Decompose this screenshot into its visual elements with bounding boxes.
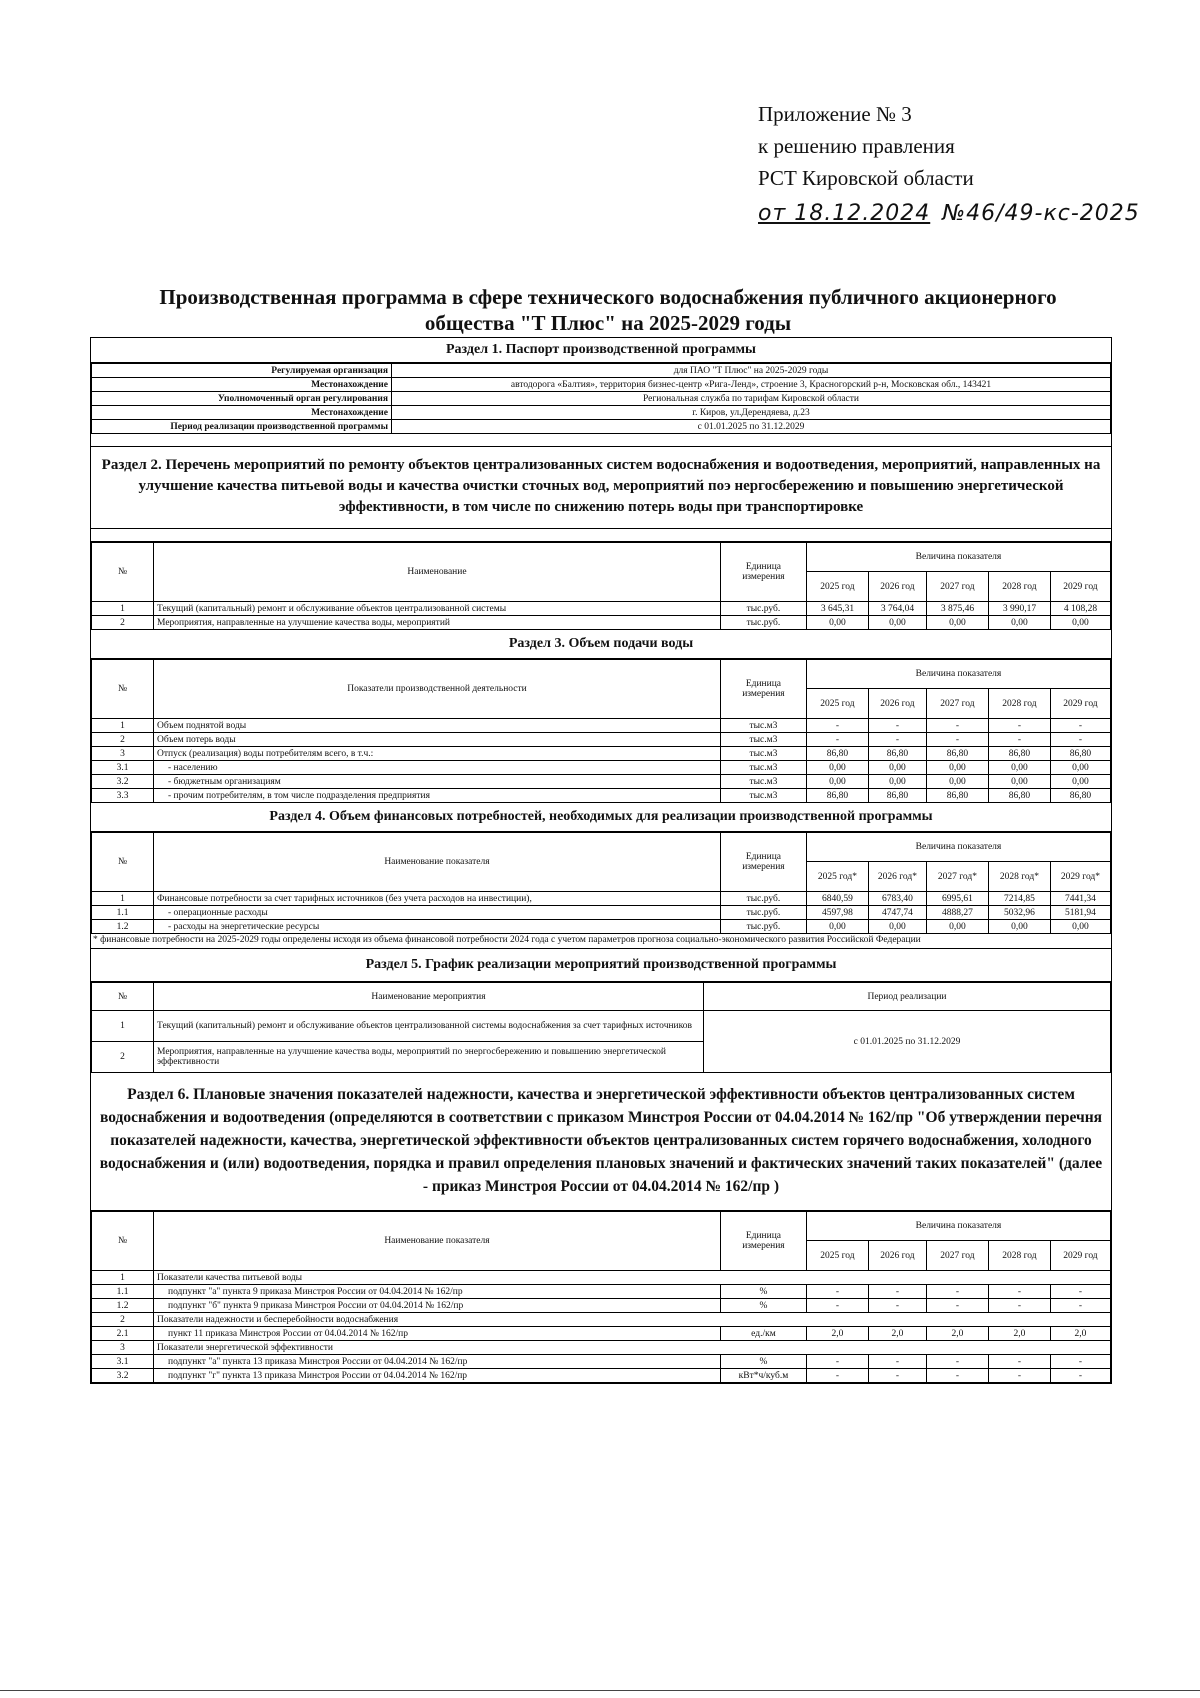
passport-key: Местонахождение <box>92 406 392 420</box>
row-value: 0,00 <box>806 761 868 775</box>
passport-value: для ПАО "Т Плюс" на 2025-2029 годы <box>392 364 1111 378</box>
table-row <box>92 733 1111 747</box>
row-value: 0,00 <box>806 920 868 934</box>
row-value: 0,00 <box>926 920 988 934</box>
section-4-title: Раздел 4. Объем финансовых потребностей, необходимых для реализации производственной программы <box>91 803 1111 832</box>
year-header: 2025 год <box>806 689 868 719</box>
section-6-body <box>92 1271 1111 1383</box>
group-name: Показатели надежности и бесперебойности водоснабжения <box>154 1313 1111 1327</box>
section-6-title: Раздел 6. Плановые значения показателей надежности, качества и энергетической эффективности объектов централизованных систем водоснабжения и водоотведения (определяются в соответствии с приказом Минстроя России от 04.04.2014 № 162/пр "Об утверждении перечня показателей надежности, качества, энергетической эффективности объектов централизованных систем горячего водоснабжения, холодного водоснабжения и (или) водоотведения, порядка и правил определения плановых значений и фактических значений таких показателей" (далее - приказ Минстроя России от 04.04.2014 № 162/пр ) <box>91 1073 1111 1211</box>
row-value: - <box>1050 1299 1110 1313</box>
passport-value: с 01.01.2025 по 31.12.2029 <box>392 420 1111 434</box>
row-value: - <box>868 719 926 733</box>
header-value: Величина показателя <box>806 543 1110 572</box>
row-number: 2 <box>92 1042 154 1073</box>
row-value: 86,80 <box>1050 789 1110 803</box>
table-row <box>92 1355 1111 1369</box>
table-row <box>92 719 1111 733</box>
header-event: Наименование мероприятия <box>154 983 704 1011</box>
year-header: 2027 год <box>926 1241 988 1271</box>
section-4-table <box>91 832 1111 934</box>
row-value: - <box>988 719 1050 733</box>
row-value: - <box>1050 1355 1110 1369</box>
row-value: 2,0 <box>988 1327 1050 1341</box>
row-value: - <box>988 733 1050 747</box>
row-unit: тыс.м3 <box>720 733 806 747</box>
header-name: Наименование <box>154 543 721 602</box>
row-value: 5181,94 <box>1050 906 1110 920</box>
row-value: 7214,85 <box>988 892 1050 906</box>
page-bottom-edge <box>0 1690 1200 1693</box>
row-value: 0,00 <box>1050 761 1110 775</box>
row-value: 2,0 <box>1050 1327 1110 1341</box>
row-value: - <box>988 1355 1050 1369</box>
appendix-block <box>758 98 1140 230</box>
row-name: подпункт "б" пункта 9 приказа Минстроя России от 04.04.2014 № 162/пр <box>154 1299 721 1313</box>
row-unit: тыс.руб. <box>720 892 806 906</box>
table-row <box>92 775 1111 789</box>
spacer <box>91 434 1111 447</box>
row-name: - расходы на энергетические ресурсы <box>154 920 721 934</box>
row-number: 1.2 <box>92 920 154 934</box>
table-row <box>92 1011 1111 1042</box>
title-line-2: общества "Т Плюс" на 2025-2029 годы <box>424 311 792 335</box>
row-number: 1 <box>92 1011 154 1042</box>
year-header: 2026 год* <box>868 862 926 892</box>
table-row <box>92 920 1111 934</box>
passport-key: Уполномоченный орган регулирования <box>92 392 392 406</box>
section-4-body <box>92 892 1111 934</box>
header-indicator: Наименование показателя <box>154 1212 721 1271</box>
row-value: 86,80 <box>1050 747 1110 761</box>
row-value: 86,80 <box>868 747 926 761</box>
section-2-table <box>91 542 1111 630</box>
row-value: - <box>806 1355 868 1369</box>
row-value: - <box>926 1299 988 1313</box>
table-row <box>92 1299 1111 1313</box>
year-header: 2029 год <box>1050 1241 1110 1271</box>
row-name: - населению <box>154 761 721 775</box>
passport-row <box>92 364 1111 378</box>
row-number: 1.1 <box>92 1285 154 1299</box>
row-value: - <box>806 733 868 747</box>
passport-value: Региональная служба по тарифам Кировской области <box>392 392 1111 406</box>
row-value: 2,0 <box>926 1327 988 1341</box>
row-value: 86,80 <box>806 747 868 761</box>
document-title <box>88 284 1128 336</box>
header-value: Величина показателя <box>806 833 1110 862</box>
table-row <box>92 616 1111 630</box>
row-value: 3 990,17 <box>988 602 1050 616</box>
year-header: 2025 год <box>806 1241 868 1271</box>
year-header: 2026 год <box>868 572 926 602</box>
row-value: - <box>806 1369 868 1383</box>
passport-key: Регулируемая организация <box>92 364 392 378</box>
row-value: 0,00 <box>868 616 926 630</box>
header-value: Величина показателя <box>806 660 1110 689</box>
section-1-title: Раздел 1. Паспорт производственной программы <box>91 338 1111 363</box>
table-row <box>92 1285 1111 1299</box>
passport-row <box>92 392 1111 406</box>
row-name: Объем поднятой воды <box>154 719 721 733</box>
section-3-title: Раздел 3. Объем подачи воды <box>91 630 1111 659</box>
appendix-line-1: Приложение № 3 <box>758 102 912 126</box>
period-value: с 01.01.2025 по 31.12.2029 <box>704 1011 1111 1073</box>
row-value: 6995,61 <box>926 892 988 906</box>
row-number: 3.2 <box>92 775 154 789</box>
row-value: 0,00 <box>868 761 926 775</box>
row-value: 0,00 <box>988 761 1050 775</box>
table-row <box>92 906 1111 920</box>
header-unit: Единица измерения <box>720 660 806 719</box>
row-unit: тыс.м3 <box>720 789 806 803</box>
year-header: 2028 год <box>988 1241 1050 1271</box>
passport-key: Местонахождение <box>92 378 392 392</box>
row-value: - <box>926 719 988 733</box>
section-5-table <box>91 982 1111 1073</box>
row-name: Отпуск (реализация) воды потребителям всего, в т.ч.: <box>154 747 721 761</box>
handwritten-signature <box>758 198 1140 230</box>
row-value: - <box>1050 1285 1110 1299</box>
row-number: 3 <box>92 1341 154 1355</box>
year-header: 2028 год <box>988 572 1050 602</box>
row-value: - <box>1050 719 1110 733</box>
row-value: - <box>868 1285 926 1299</box>
row-value: - <box>868 733 926 747</box>
row-value: 2,0 <box>868 1327 926 1341</box>
row-name: Текущий (капитальный) ремонт и обслуживание объектов централизованной системы <box>154 602 721 616</box>
year-header: 2027 год <box>926 689 988 719</box>
row-value: 86,80 <box>988 789 1050 803</box>
row-number: 3.1 <box>92 1355 154 1369</box>
row-unit: тыс.руб. <box>720 906 806 920</box>
year-header: 2027 год <box>926 572 988 602</box>
row-number: 2 <box>92 616 154 630</box>
header-num: № <box>92 833 154 892</box>
row-unit: ед./км <box>720 1327 806 1341</box>
row-value: - <box>806 719 868 733</box>
row-name: - операционные расходы <box>154 906 721 920</box>
row-value: 0,00 <box>806 775 868 789</box>
row-value: 0,00 <box>1050 616 1110 630</box>
row-unit: % <box>720 1285 806 1299</box>
row-value: 3 764,04 <box>868 602 926 616</box>
section-6-table <box>91 1211 1111 1383</box>
row-number: 3 <box>92 747 154 761</box>
year-header: 2029 год* <box>1050 862 1110 892</box>
row-value: 0,00 <box>988 775 1050 789</box>
section-3-body <box>92 719 1111 803</box>
header-indicator: Наименование показателя <box>154 833 721 892</box>
row-name: Финансовые потребности за счет тарифных источников (без учета расходов на инвестиции), <box>154 892 721 906</box>
row-number: 1.2 <box>92 1299 154 1313</box>
appendix-line-2: к решению правления <box>758 134 955 158</box>
decision-number: №46/49-кс-2025 <box>942 201 1140 226</box>
year-header: 2026 год <box>868 689 926 719</box>
row-number: 1 <box>92 602 154 616</box>
year-header: 2027 год* <box>926 862 988 892</box>
row-value: - <box>868 1355 926 1369</box>
row-value: 6840,59 <box>806 892 868 906</box>
row-value: 0,00 <box>926 761 988 775</box>
header-unit: Единица измерения <box>720 543 806 602</box>
decision-date: от 18.12.2024 <box>758 201 931 226</box>
header-num: № <box>92 660 154 719</box>
row-number: 1 <box>92 719 154 733</box>
passport-key: Период реализации производственной программы <box>92 420 392 434</box>
year-header: 2026 год <box>868 1241 926 1271</box>
row-unit: тыс.м3 <box>720 761 806 775</box>
row-value: 0,00 <box>1050 920 1110 934</box>
header-period: Период реализации <box>704 983 1111 1011</box>
section-2-body <box>92 602 1111 630</box>
row-unit: тыс.м3 <box>720 719 806 733</box>
year-header: 2029 год <box>1050 689 1110 719</box>
row-number: 3.2 <box>92 1369 154 1383</box>
table-row <box>92 602 1111 616</box>
row-value: 7441,34 <box>1050 892 1110 906</box>
year-header: 2028 год* <box>988 862 1050 892</box>
row-value: 6783,40 <box>868 892 926 906</box>
row-value: - <box>1050 733 1110 747</box>
row-name: Мероприятия, направленные на улучшение качества воды, мероприятий <box>154 616 721 630</box>
row-value: - <box>926 733 988 747</box>
row-value: - <box>988 1299 1050 1313</box>
row-value: - <box>926 1355 988 1369</box>
header-activity: Показатели производственной деятельности <box>154 660 721 719</box>
section-2-title: Раздел 2. Перечень мероприятий по ремонту объектов централизованных систем водоснабжения и водоотведения, мероприятий, направленных на улучшение качества питьевой воды и качества очистки сточных вод, мероприятий поэ нергосбережению и повышению энергетической эффективности, в том числе по снижению потерь воды при транспортировке <box>91 447 1111 529</box>
section-3-table <box>91 659 1111 803</box>
row-number: 3.1 <box>92 761 154 775</box>
row-value: 86,80 <box>868 789 926 803</box>
section-5-body <box>92 1011 1111 1073</box>
passport-row <box>92 406 1111 420</box>
row-value: 4888,27 <box>926 906 988 920</box>
table-row <box>92 747 1111 761</box>
year-header: 2025 год <box>806 572 868 602</box>
group-name: Показатели качества питьевой воды <box>154 1271 1111 1285</box>
title-line-1: Производственная программа в сфере технического водоснабжения публичного акционерного <box>159 285 1057 309</box>
row-value: 2,0 <box>806 1327 868 1341</box>
row-number: 3.3 <box>92 789 154 803</box>
header-num: № <box>92 983 154 1011</box>
row-value: - <box>868 1299 926 1313</box>
spacer <box>91 529 1111 542</box>
financial-footnote: * финансовые потребности на 2025-2029 годы определены исходя из объема финансовой потребности 2024 года с учетом параметров прогноза социально-экономического развития Российской Федерации <box>91 934 1111 949</box>
passport-body <box>92 364 1111 434</box>
row-value: 86,80 <box>926 789 988 803</box>
passport-row <box>92 378 1111 392</box>
row-value: 0,00 <box>926 775 988 789</box>
section-5-title: Раздел 5. График реализации мероприятий производственной программы <box>91 949 1111 982</box>
row-value: - <box>806 1285 868 1299</box>
row-value: 0,00 <box>868 920 926 934</box>
row-number: 1 <box>92 1271 154 1285</box>
year-header: 2028 год <box>988 689 1050 719</box>
row-name: - бюджетным организациям <box>154 775 721 789</box>
row-unit: тыс.руб. <box>720 920 806 934</box>
header-unit: Единица измерения <box>720 1212 806 1271</box>
passport-value: г. Киров, ул.Дерендяева, д.23 <box>392 406 1111 420</box>
row-unit: кВт*ч/куб.м <box>720 1369 806 1383</box>
row-unit: % <box>720 1355 806 1369</box>
row-value: - <box>806 1299 868 1313</box>
row-unit: тыс.м3 <box>720 775 806 789</box>
row-value: - <box>868 1369 926 1383</box>
row-value: 0,00 <box>988 616 1050 630</box>
row-value: 0,00 <box>988 920 1050 934</box>
row-unit: тыс.руб. <box>720 602 806 616</box>
row-unit: тыс.руб. <box>720 616 806 630</box>
row-value: 86,80 <box>806 789 868 803</box>
row-value: 5032,96 <box>988 906 1050 920</box>
row-name: подпункт "а" пункта 13 приказа Минстроя России от 04.04.2014 № 162/пр <box>154 1355 721 1369</box>
row-name: подпункт "г" пункта 13 приказа Минстроя России от 04.04.2014 № 162/пр <box>154 1369 721 1383</box>
row-value: 4597,98 <box>806 906 868 920</box>
row-value: - <box>926 1285 988 1299</box>
row-number: 1 <box>92 892 154 906</box>
row-value: 3 875,46 <box>926 602 988 616</box>
header-num: № <box>92 1212 154 1271</box>
passport-value: автодорога «Балтия», территория бизнес-центр «Рига-Ленд», строение 3, Красногорский р-н, Московская обл., 143421 <box>392 378 1111 392</box>
table-row <box>92 1271 1111 1285</box>
passport-table <box>91 363 1111 434</box>
event-name: Текущий (капитальный) ремонт и обслуживание объектов централизованной системы водоснабжения за счет тарифных источников <box>154 1011 704 1042</box>
row-value: - <box>926 1369 988 1383</box>
row-name: - прочим потребителям, в том числе подразделения предприятия <box>154 789 721 803</box>
row-value: 0,00 <box>926 616 988 630</box>
row-value: 86,80 <box>926 747 988 761</box>
table-row <box>92 1369 1111 1383</box>
row-value: 0,00 <box>868 775 926 789</box>
row-value: 4747,74 <box>868 906 926 920</box>
table-row <box>92 1313 1111 1327</box>
appendix-line-3: РСТ Кировской области <box>758 166 974 190</box>
header-unit: Единица измерения <box>720 833 806 892</box>
table-row <box>92 761 1111 775</box>
row-value: 0,00 <box>806 616 868 630</box>
row-value: 3 645,31 <box>806 602 868 616</box>
row-value: 4 108,28 <box>1050 602 1110 616</box>
table-row <box>92 892 1111 906</box>
row-value: 86,80 <box>988 747 1050 761</box>
table-row <box>92 789 1111 803</box>
header-value: Величина показателя <box>806 1212 1110 1241</box>
row-value: 0,00 <box>1050 775 1110 789</box>
row-unit: тыс.м3 <box>720 747 806 761</box>
group-name: Показатели энергетической эффективности <box>154 1341 1111 1355</box>
event-name: Мероприятия, направленные на улучшение качества воды, мероприятий по энергосбережению и повышению энергетической эффективности <box>154 1042 704 1073</box>
row-name: Объем потерь воды <box>154 733 721 747</box>
row-value: - <box>988 1285 1050 1299</box>
row-unit: % <box>720 1299 806 1313</box>
row-name: подпункт "а" пункта 9 приказа Минстроя России от 04.04.2014 № 162/пр <box>154 1285 721 1299</box>
row-number: 2.1 <box>92 1327 154 1341</box>
program-document <box>90 337 1112 1384</box>
passport-row <box>92 420 1111 434</box>
row-number: 2 <box>92 733 154 747</box>
row-name: пункт 11 приказа Минстроя России от 04.04.2014 № 162/пр <box>154 1327 721 1341</box>
year-header: 2025 год* <box>806 862 868 892</box>
row-value: - <box>988 1369 1050 1383</box>
row-number: 2 <box>92 1313 154 1327</box>
year-header: 2029 год <box>1050 572 1110 602</box>
table-row <box>92 1327 1111 1341</box>
table-row <box>92 1341 1111 1355</box>
header-num: № <box>92 543 154 602</box>
row-value: - <box>1050 1369 1110 1383</box>
row-number: 1.1 <box>92 906 154 920</box>
